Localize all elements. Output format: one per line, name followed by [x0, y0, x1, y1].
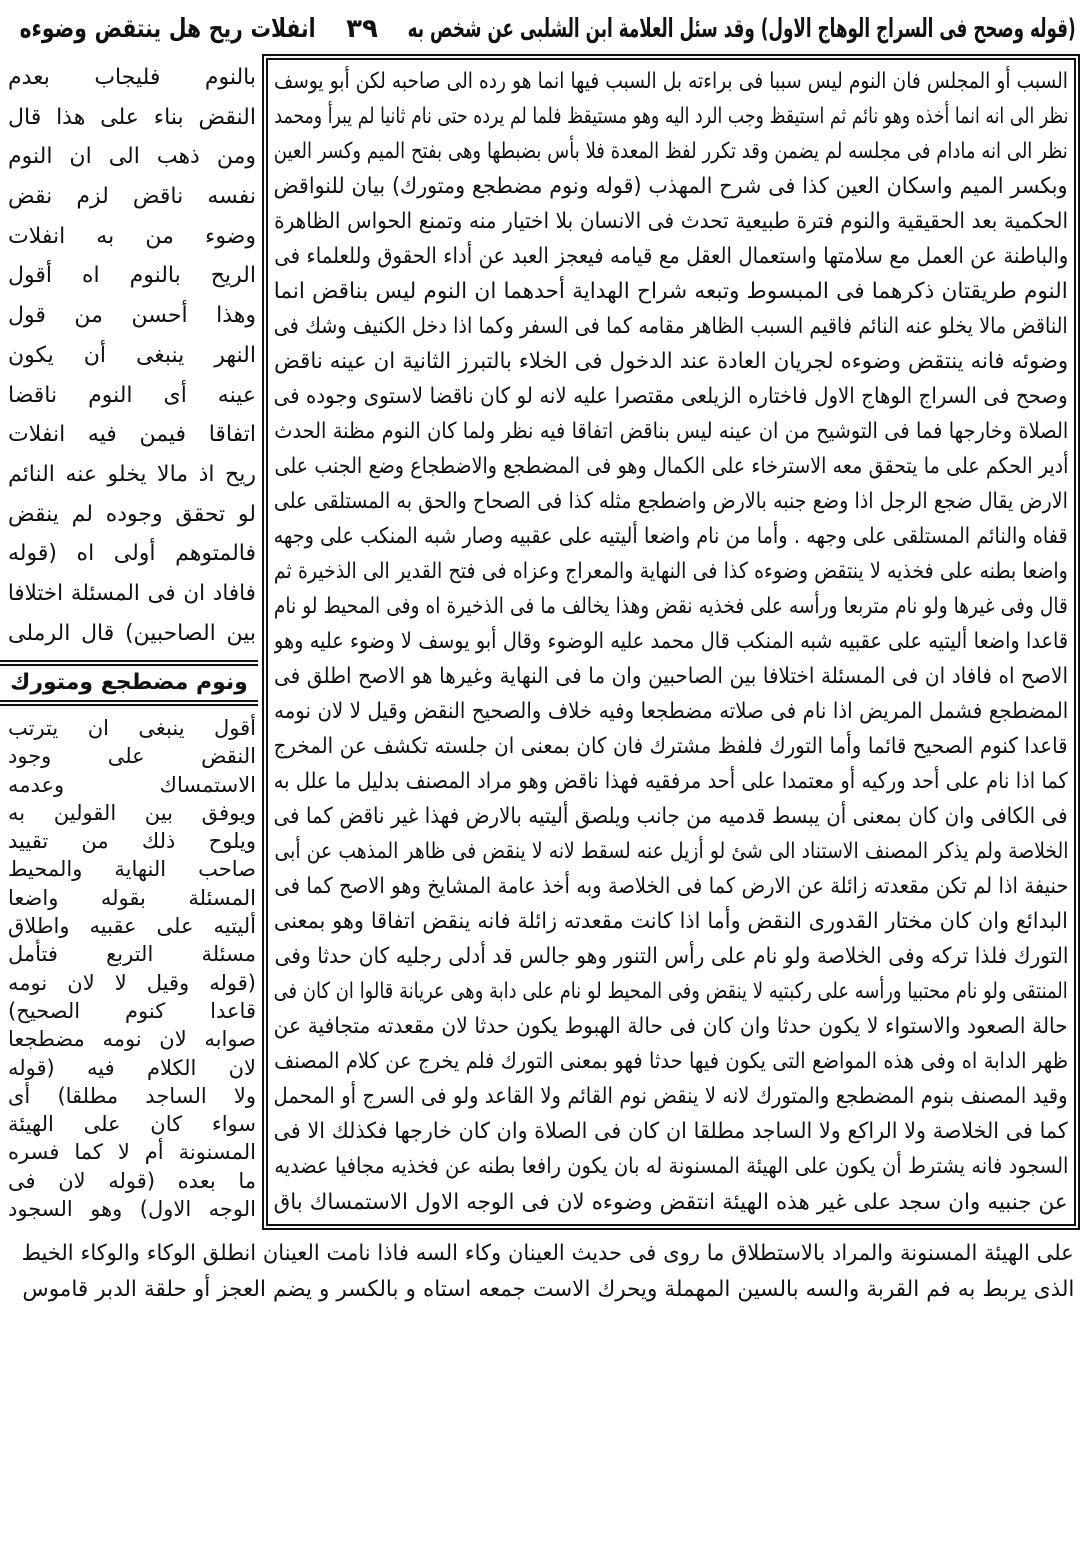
margin-note-line: مسئلة التربع فتأمل — [8, 942, 256, 967]
margin-note-line: ويوفق بين القولين به — [8, 800, 256, 825]
main-text-line-row — [274, 869, 1068, 904]
margin-note-line: النقض على وجود — [8, 744, 256, 769]
main-text-line: واضعا بطنه على فخذيه لا ينتقض وضوءه كذا فى النهاية والمعراج وعزاه فى فتح القدير الى الذخيرة ثم — [274, 559, 1068, 585]
margin-note-line: ريح اذ مالا يخلو عنه النائم — [8, 461, 256, 487]
margin-note-line-row — [8, 799, 256, 827]
main-text-line: كما فى الخلاصة ولا الراكع ولا الساجد مطلقا ان كان فى الصلاة وان كان خارجها فكذلك الا فى — [274, 1119, 1068, 1145]
margin-note-upper — [8, 58, 256, 654]
margin-note-line-row — [8, 495, 256, 535]
main-text-line-row — [274, 1009, 1068, 1044]
main-text-line: التورك فلذا تركه وفى الخلاصة ولو نام على رأس التنور وهو جالس قد أدلى رجليه كان حدثا وفى — [274, 944, 1068, 970]
main-text-line-row — [274, 1044, 1068, 1079]
margin-note-line: فالمتوهم أولى اه (قوله — [8, 541, 256, 567]
main-text-line: كما اذا نام على أحد وركيه أو معتمدا على أحد مرفقيه فهذا ناقض وهو مراد المصنف بدليل ما علل به — [274, 769, 1068, 795]
header-right — [408, 8, 1076, 50]
margin-note-line: فافاد ان فى المسئلة اختلافا — [8, 580, 256, 606]
margin-note-line: ما بعده (قوله لان فى — [8, 1168, 256, 1193]
main-text-line: الصلاة وخارجها فما فى التوشيح من ان عينه ليس بناقض اتفاقا فيه نظر ولما كان النوم مظنة الحدث — [274, 419, 1068, 445]
margin-note-line: ويلوح ذلك من تقييد — [8, 829, 256, 854]
main-text-line: ظهر الدابة اه وفى هذه المواضع التى يكون فيها حدثا فهو بمعنى التورك فلم يخرج عن كلام المصنف — [274, 1049, 1068, 1075]
margin-note-line: لو تحقق وجوده لم ينقض — [8, 501, 256, 527]
margin-note-line-row — [8, 58, 256, 98]
header-right-row — [408, 8, 1076, 50]
margin-note-line-row — [8, 336, 256, 376]
main-text-line-row — [274, 904, 1068, 939]
margin-note-line: ولا الساجد مطلقا) أى — [8, 1083, 256, 1108]
main-text-line: قال وفى غيرها ولو نام متربعا ورأسه على فخذيه نقض وهذا يخالف ما فى الذخيرة اه وفى المحيط لو نام — [274, 594, 1068, 620]
margin-note-line: وهذا أحسن من قول — [8, 303, 256, 329]
margin-note-line-row — [8, 217, 256, 257]
margin-note-line-row — [8, 455, 256, 495]
margin-note-line-row — [8, 1082, 256, 1110]
footnote-line: الذى يربط به فم القربة والسه بالسين المهملة ويحرك الاست جمعه استاه و بالكسر و يضم العجز أو حلقة الدبر قاموس — [22, 1277, 1074, 1302]
main-text-line-row — [274, 414, 1068, 449]
margin-note-line: بالنوم فليجاب بعدم — [8, 65, 256, 90]
main-text-line: النوم طريقتان ذكرهما فى المبسوط وتبعه شراح الهداية أحدهما ان النوم ليس بناقض انما — [274, 279, 1068, 305]
margin-note-line: المسئلة بقوله واضعا — [8, 885, 256, 910]
running-header-text: (قوله وصحح فى السراج الوهاج الاول) وقد سئل العلامة ابن الشلبى عن شخص به — [408, 14, 1076, 44]
main-text-line-row — [274, 974, 1068, 1009]
margin-note-line: الريح بالنوم اه أقول — [8, 263, 256, 289]
margin-note-lower — [8, 714, 256, 1224]
main-text-line-row — [274, 484, 1068, 519]
main-text-line-row — [274, 274, 1068, 309]
main-text-line: عن جنبيه وان سجد على غير هذه الهيئة انتقض وضوءه لان فى الوجه الاول الاستمساك باق — [274, 1189, 1068, 1215]
margin-note-line-row — [8, 177, 256, 217]
main-text-line: وقيد المصنف بنوم المضطجع والمتورك لانه لا ينقض نوم القائم ولا القاعد ولو فى السرج أو المحمل — [274, 1084, 1068, 1110]
main-text-line: قاعدا كنوم الصحيح قائما وأما التورك فلفظ مشترك فان كان بمعنى ان جلسته تكشف عن المخرج — [274, 734, 1068, 760]
margin-note-line-row — [8, 742, 256, 770]
footnote-line-row — [22, 1236, 1074, 1272]
margin-note-line: صاحب النهاية والمحيط — [8, 857, 256, 882]
main-text-line-row — [274, 1149, 1068, 1184]
margin-note-line-row — [8, 714, 256, 742]
margin-note-line-row — [8, 1110, 256, 1138]
margin-note-line-row — [8, 256, 256, 296]
main-text-line: حالة الصعود والاستواء لا يكون حدثا وان كان فى حالة الهبوط يكون حدثا لان مقعدته متجافية عن — [274, 1014, 1068, 1040]
main-text-line-row — [274, 1079, 1068, 1114]
margin-note-line-row — [8, 997, 256, 1025]
margin-note-line-row — [8, 614, 256, 654]
main-text-line: وصحح فى السراج الوهاج الاول فاختاره الزيلعى مقتصرا عليه لانه لو كان ناقضا لاستوى وجوده فى — [274, 384, 1068, 410]
main-text-line: الناقض مالا يخلو عنه النائم فاقيم السبب الظاهر مقامه كما فى السفر وكما اذا دخل الكنيف وشك فى — [274, 314, 1068, 340]
margin-note-line-row — [8, 574, 256, 614]
margin-note-line: عينه أى النوم ناقضا — [8, 382, 256, 408]
margin-note-line-row — [8, 1195, 256, 1223]
main-text-line-row — [274, 449, 1068, 484]
main-text-line: الارض يقال ضجع الرجل اذا وضع جنبه بالارض واضطجع مثله كذا فى الصحاح والحق به المستلقى على — [274, 489, 1068, 515]
margin-note-line: سواء كان على الهيئة — [8, 1112, 256, 1137]
margin-note-line: اتفاقا فيمن فيه انفلات — [8, 422, 256, 448]
main-text-body — [274, 64, 1068, 1220]
margin-note-line-row — [8, 1138, 256, 1166]
margin-note-line-row — [8, 1167, 256, 1195]
main-text-line-row — [274, 694, 1068, 729]
margin-note-line-row — [8, 534, 256, 574]
margin-note-line-row — [8, 912, 256, 940]
main-text-line-row — [274, 99, 1068, 134]
main-text-line-row — [274, 204, 1068, 239]
main-text-line: الحكمية بعد الحقيقية والنوم فترة طبيعية تحدث فى الانسان بلا اختيار منه وتمنع الحواس الظاهرة — [274, 209, 1068, 235]
margin-note-line: نفسه ناقض لزم نقض — [8, 184, 256, 210]
main-text-line: أدير الحكم على ما يتحقق معه الاسترخاء على الكمال وهو فى المضطجع والاضطجاع وضع الجنب على — [274, 454, 1068, 480]
main-text-line: قاعدا واضعا أليتيه على عقبيه شبه المنكب قال محمد عليه الوضوء وقال أبو يوسف لا وضوء عليه وهو — [274, 629, 1068, 655]
margin-note-line-row — [8, 376, 256, 416]
margin-note-line: أقول ينبغى ان يترتب — [8, 716, 256, 740]
margin-note-line: قاعدا كنوم الصحيح) — [8, 998, 256, 1023]
margin-note-line: بين الصاحبين) قال الرملى — [8, 620, 256, 646]
main-text-line-row — [274, 659, 1068, 694]
margin-note-line-row — [8, 1025, 256, 1053]
main-text-line-row — [274, 764, 1068, 799]
main-text-line: البدائع وان كان مختار القدورى النقض وأما اذا كانت مقعدته زائلة فانه ينقض اتفاقا وهو بمعنى — [274, 909, 1068, 935]
margin-note-line: لان الكلام فيه (قوله — [8, 1055, 256, 1080]
main-text-line-row — [274, 379, 1068, 414]
main-text-line-row — [274, 939, 1068, 974]
main-text-line-row — [274, 554, 1068, 589]
main-text-line: فى الكافى وان كان بمعنى أن يبسط قدميه من جانب ويلصق أليتيه بالارض فهذا غير ناقض كما فى — [274, 804, 1068, 830]
margin-note-line: الاستمساك وعدمه — [8, 772, 256, 797]
main-text-line-row — [274, 1114, 1068, 1149]
main-text-line-row — [274, 519, 1068, 554]
header-left — [20, 8, 316, 50]
footnote-block — [22, 1236, 1074, 1308]
main-text-line: نظر الى انه انما أخذه وهو نائم ثم استيقظ وجب الرد اليه وهو مستيقظ فلما لم يرده حتى نام ثانيا لم يبرأ ومحمد — [274, 104, 1068, 130]
main-text-line: قفاه والنائم المستلقى على وجهه . وأما من نام واضعا أليتيه على عقبيه وصار شبه المنكب على وجهه — [274, 524, 1068, 550]
margin-note-line-row — [8, 98, 256, 138]
main-text-line: نظر الى انه مادام فى مجلسه لم يضمن وقد تكرر لفظ المعدة فلا بأس بضبطها وهى بفتح الميم وكسر العين — [274, 139, 1068, 165]
margin-note-line-row — [8, 940, 256, 968]
margin-note-line: النقض بناء على هذا قال — [8, 104, 256, 130]
margin-note-line: صوابه لان نومه مضطجعا — [8, 1027, 256, 1052]
margin-note-line-row — [8, 969, 256, 997]
footnote-line-row — [22, 1272, 1074, 1308]
main-text-line-row — [274, 309, 1068, 344]
main-text-line: المنتقى ولو نام محتبيا ورأسه على ركبتيه لا ينقض وفى المحيط لو نام على دابة وهى عريانة قالوا ان كان فى — [274, 979, 1068, 1005]
margin-note-line-row — [8, 884, 256, 912]
margin-note-line-row — [8, 1054, 256, 1082]
margin-note-heading: ونوم مضطجع ومتورك — [0, 660, 258, 706]
margin-note-line-row — [8, 137, 256, 177]
margin-note-line: الوجه الاول) وهو السجود — [8, 1197, 256, 1222]
margin-note-line-row — [8, 296, 256, 336]
main-text-line: حنيفة اذا لم تكن مقعدته زائلة عن الارض كما فى الخلاصة وبه أخذ عامة المشايخ وهو الاصح كما فى — [274, 874, 1068, 900]
footnote-line: على الهيئة المسنونة والمراد بالاستطلاق ما روى فى حديث العينان وكاء السه فاذا نامت العينان انطلق الوكاء والوكاء الخيط — [22, 1241, 1074, 1266]
margin-note-line: النهر ينبغى أن يكون — [8, 342, 256, 368]
main-text-line: السجود فانه يشترط أن يكون على الهيئة المسنونة له بان يكون رافعا بطنه عن فخذيه مجافيا عضديه — [274, 1154, 1068, 1180]
margin-note-header-text: انفلات ريح هل ينتقض وضوءه — [20, 14, 316, 44]
main-text-line: الخلاصة ولم يذكر المصنف الاستناد الى شئ لو أزيل عنه لسقط لانه لا ينقض فى ظاهر المذهب عن أبى — [274, 839, 1068, 865]
main-text-line-row — [274, 1185, 1068, 1220]
main-text-line: وبكسر الميم واسكان العين كذا فى شرح المهذب (قوله ونوم مضطجع ومتورك) بيان للنواقض — [274, 174, 1068, 200]
margin-note-line: المسنونة أم لا كما فسره — [8, 1140, 256, 1165]
main-text-line-row — [274, 239, 1068, 274]
main-text-line-row — [274, 834, 1068, 869]
main-text-line-row — [274, 624, 1068, 659]
main-text-line-row — [274, 344, 1068, 379]
main-text-line: السبب أو المجلس فان النوم ليس سببا فى براءته بل السبب فيها انما هو رده الى صاحبه لكن أبو يوسف — [274, 69, 1068, 94]
margin-note-line-row — [8, 771, 256, 799]
main-text-line-row — [274, 799, 1068, 834]
margin-note-line: ومن ذهب الى ان النوم — [8, 144, 256, 170]
margin-note-line-row — [8, 415, 256, 455]
main-text-line: وضوئه فانه ينتقض وضوءه لجريان العادة عند الدخول فى الخلاء بالتبرز الثانية ان عينه ناقض — [274, 349, 1068, 375]
main-text-line-row — [274, 589, 1068, 624]
margin-note-line: وضوء من به انفلات — [8, 223, 256, 249]
margin-note-line-row — [8, 827, 256, 855]
main-text-line: المضطجع فشمل المريض اذا نام فى صلاته مضطجعا وفيه خلاف والصحيح النقض وقيل لا لان نومه — [274, 699, 1068, 725]
main-text-line-row — [274, 169, 1068, 204]
margin-note-line: (قوله وقيل لا لان نومه — [8, 970, 256, 995]
main-text-line-row — [274, 134, 1068, 169]
margin-note-line-row — [8, 855, 256, 883]
margin-note-line: أليتيه على عقبيه واطلاق — [8, 914, 256, 939]
main-text-line: والباطنة عن العمل مع سلامتها واستعمال العقل مع قيامه فيعجز العبد عن أداء الحقوق وللعلماء فى — [274, 244, 1068, 270]
header-left-row — [20, 8, 316, 50]
main-text-line: الاصح اه فافاد ان فى المسئلة اختلافا بين الصاحبين وان ما فى النهاية وغيرها هو الاصح اطلق فى — [274, 664, 1068, 690]
page-number: ٣٩ — [346, 14, 378, 44]
main-text-line-row — [274, 729, 1068, 764]
main-text-line-row — [274, 64, 1068, 99]
